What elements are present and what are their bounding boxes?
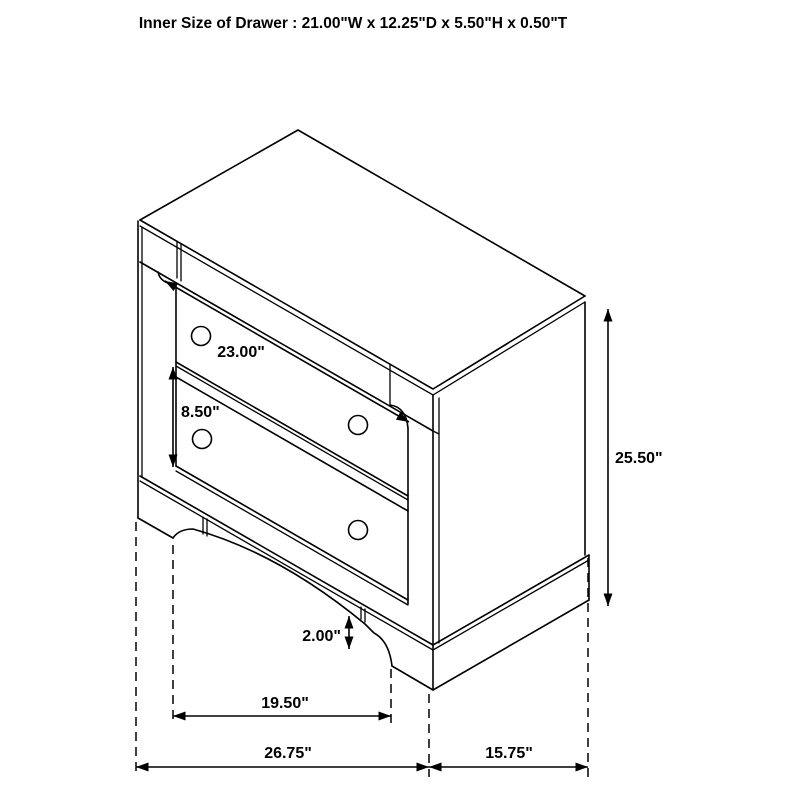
- dim-label-overall-depth: 15.75": [485, 745, 533, 762]
- dim-label-overall-width: 26.75": [264, 745, 312, 762]
- dim-label-foot-height: 2.00": [302, 628, 341, 645]
- dim-label-base-opening-width: 19.50": [261, 695, 309, 712]
- dim-label-drawer-face-height: 8.50": [181, 404, 220, 421]
- dim-label-drawer-face-width: 23.00": [217, 344, 265, 361]
- dim-label-overall-height: 25.50": [615, 450, 663, 467]
- page-title: Inner Size of Drawer : 21.00"W x 12.25"D x 5.50"H x 0.50"T: [138, 15, 568, 32]
